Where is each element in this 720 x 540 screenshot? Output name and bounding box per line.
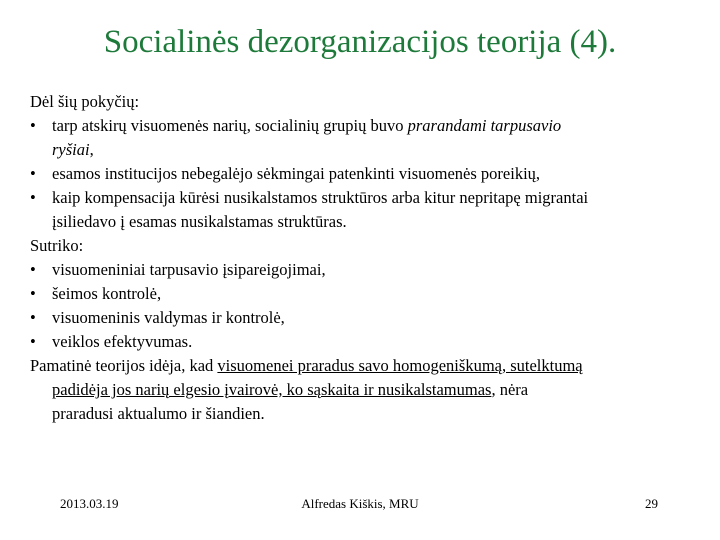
list-item-continuation (30, 138, 710, 162)
paragraph-line (30, 354, 710, 378)
paragraph-continuation (30, 378, 710, 402)
bullet-text-italic: ryšiai (52, 140, 90, 159)
list-item (30, 306, 710, 330)
bullet-icon: • (30, 116, 36, 135)
footer-date: 2013.03.19 (60, 496, 119, 511)
paragraph-text: , nėra (491, 380, 529, 399)
bullet-icon: • (30, 188, 36, 207)
bullet-text: veiklos efektyvumas. (52, 332, 193, 351)
bullet-icon: • (30, 308, 36, 327)
bullet-text: kaip kompensacija kūrėsi nusikalstamos struktūros arba kitur nepritapę migrantai (52, 188, 589, 207)
footer-author: Alfredas Kiškis, MRU (301, 496, 419, 511)
paragraph-continuation: praradusi aktualumo ir šiandien. (52, 404, 265, 423)
bullet-icon: • (30, 260, 36, 279)
bullet-text: šeimos kontrolė, (52, 284, 162, 303)
bullet-text: visuomeniniai tarpusavio įsipareigojimai, (52, 260, 326, 279)
bullet-text: visuomeninis valdymas ir kontrolė, (52, 308, 285, 327)
bullet-icon: • (30, 332, 36, 351)
slide-title: Socialinės dezorganizacijos teorija (4). (103, 24, 617, 60)
bullet-icon: • (30, 164, 36, 183)
list-item (30, 114, 710, 138)
paragraph-underlined: padidėja jos narių elgesio įvairovė, ko sąskaita ir nusikalstamumas (52, 380, 492, 399)
list-item-continuation: įsiliedavo į esamas nusikalstamas struktūras. (52, 212, 347, 231)
bullet-text: , (89, 140, 94, 159)
list-item (30, 330, 710, 354)
bullet-text-italic: prarandami tarpusavio (407, 116, 562, 135)
section-heading: Sutriko: (30, 236, 84, 255)
paragraph-underlined: visuomenei praradus savo homogeniškumą, sutelktumą (217, 356, 583, 375)
intro-line: Dėl šių pokyčių: (30, 92, 140, 111)
list-item (30, 162, 710, 186)
list-item (30, 186, 710, 210)
page-number: 29 (645, 496, 658, 511)
bullet-text: esamos institucijos nebegalėjo sėkmingai patenkinti visuomenės poreikių, (52, 164, 541, 183)
list-item (30, 282, 710, 306)
bullet-icon: • (30, 284, 36, 303)
paragraph-text: Pamatinė teorijos idėja, kad (30, 356, 218, 375)
bullet-text: tarp atskirų visuomenės narių, socialinių grupių buvo (52, 116, 408, 135)
slide-body (30, 90, 710, 426)
list-item (30, 258, 710, 282)
